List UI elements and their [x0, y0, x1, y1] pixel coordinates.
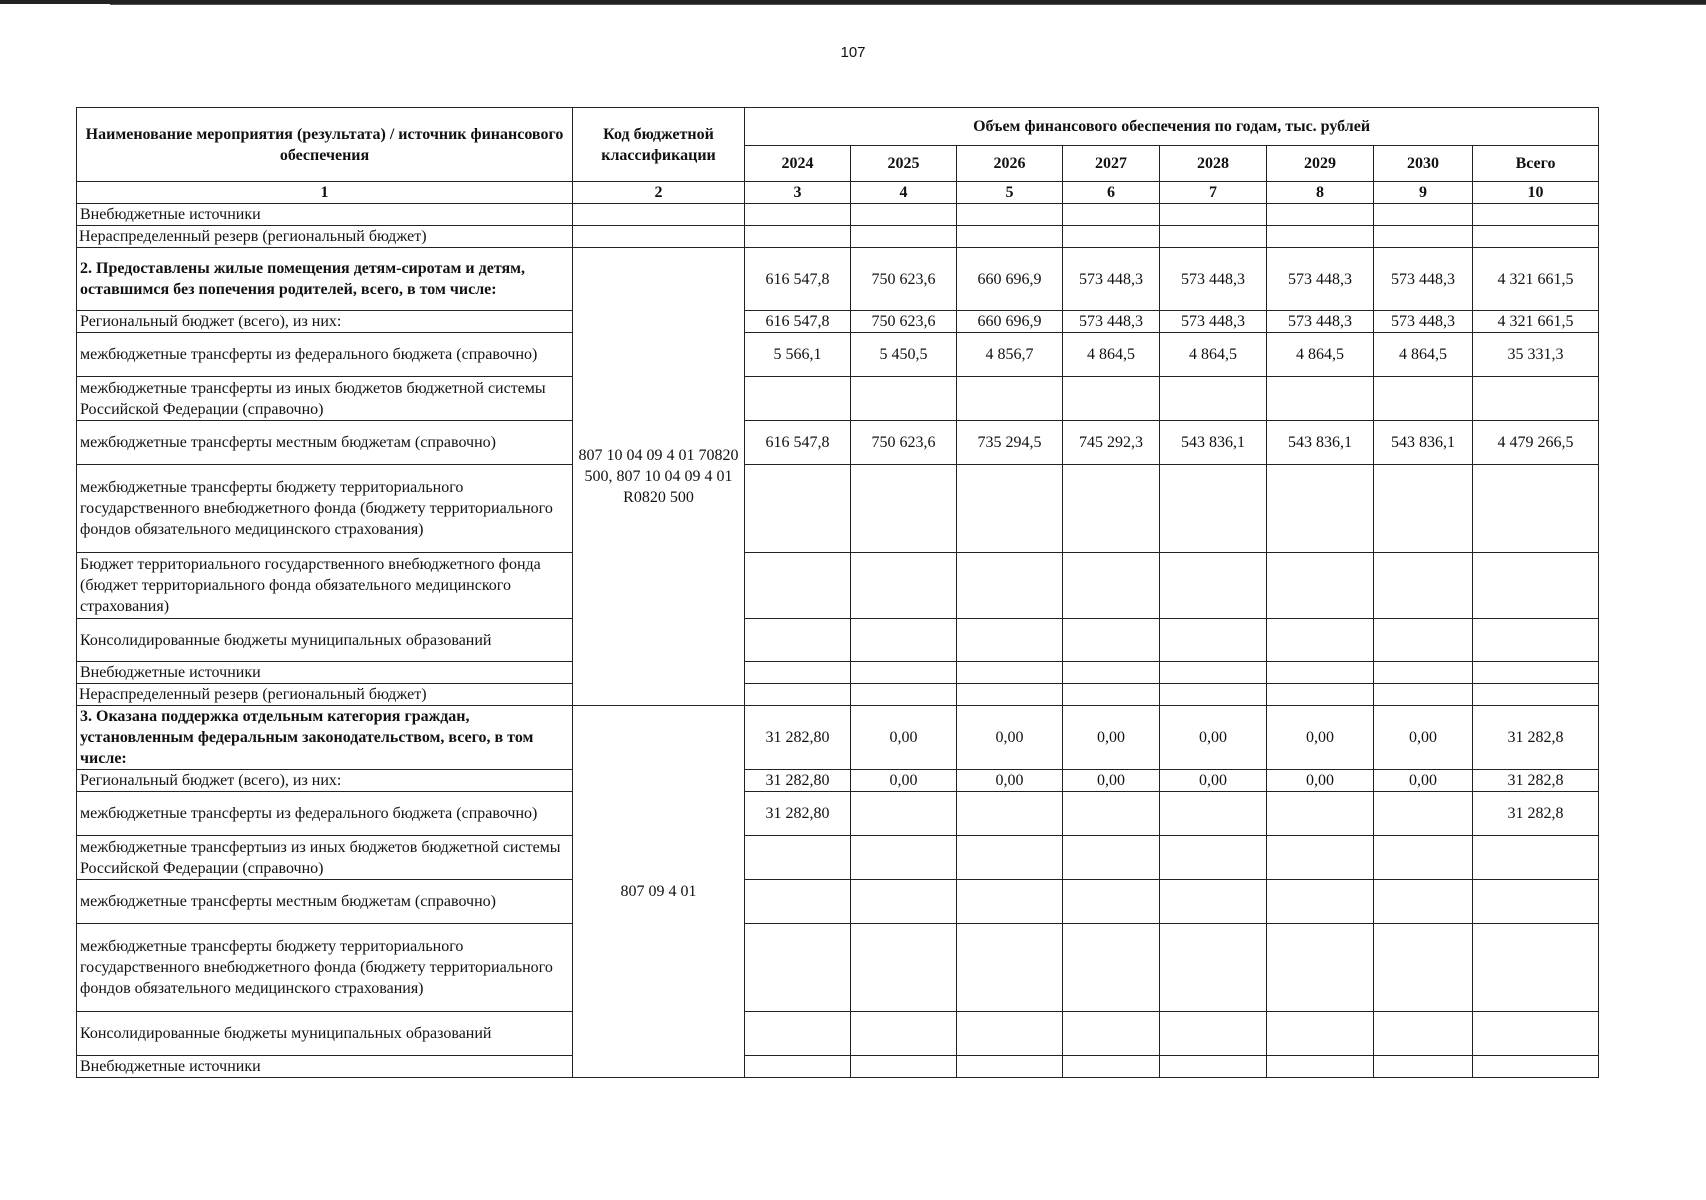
value-cell: 750 623,6: [851, 311, 957, 333]
value-cell: 0,00: [1267, 706, 1374, 770]
value-cell: [851, 924, 957, 1012]
value-cell: [957, 924, 1063, 1012]
header-year: 2028: [1160, 146, 1267, 182]
column-number: 1: [77, 182, 573, 204]
value-cell: 0,00: [851, 706, 957, 770]
value-cell: [745, 619, 851, 662]
value-cell: [745, 226, 851, 248]
value-cell: 660 696,9: [957, 248, 1063, 311]
value-cell: [1160, 553, 1267, 619]
header-year: 2024: [745, 146, 851, 182]
value-cell: [1473, 1056, 1599, 1078]
value-cell: 0,00: [1160, 770, 1267, 792]
row-name: 3. Оказана поддержка отдельным категория граждан, установленным федеральным законодательством, всего, в том числе:: [77, 706, 573, 770]
value-cell: [1063, 553, 1160, 619]
value-cell: [1374, 465, 1473, 553]
row-name: Региональный бюджет (всего), из них:: [77, 770, 573, 792]
value-cell: 543 836,1: [1374, 421, 1473, 465]
value-cell: 660 696,9: [957, 311, 1063, 333]
value-cell: [1160, 662, 1267, 684]
value-cell: [1374, 204, 1473, 226]
code-cell-empty: [573, 204, 745, 226]
value-cell: [1374, 662, 1473, 684]
value-cell: 31 282,8: [1473, 792, 1599, 836]
value-cell: [745, 465, 851, 553]
value-cell: [957, 1056, 1063, 1078]
value-cell: [1160, 1056, 1267, 1078]
value-cell: [1267, 553, 1374, 619]
value-cell: 4 864,5: [1160, 333, 1267, 377]
value-cell: 735 294,5: [957, 421, 1063, 465]
value-cell: [1063, 662, 1160, 684]
value-cell: 750 623,6: [851, 248, 957, 311]
value-cell: [851, 1012, 957, 1056]
value-cell: [1160, 684, 1267, 706]
value-cell: [957, 662, 1063, 684]
value-cell: 573 448,3: [1063, 311, 1160, 333]
value-cell: [1063, 226, 1160, 248]
value-cell: 0,00: [1063, 706, 1160, 770]
value-cell: [1374, 684, 1473, 706]
value-cell: [745, 1012, 851, 1056]
value-cell: [1473, 1012, 1599, 1056]
value-cell: [1374, 792, 1473, 836]
value-cell: [957, 377, 1063, 421]
row-name: Нераспределенный резерв (региональный бюджет): [77, 226, 573, 248]
value-cell: 0,00: [957, 706, 1063, 770]
budget-code: 807 09 4 01: [573, 706, 745, 1078]
column-number: 8: [1267, 182, 1374, 204]
value-cell: [851, 1056, 957, 1078]
value-cell: [1160, 204, 1267, 226]
value-cell: 31 282,8: [1473, 706, 1599, 770]
value-cell: [745, 204, 851, 226]
value-cell: [1473, 684, 1599, 706]
column-number: 9: [1374, 182, 1473, 204]
value-cell: 745 292,3: [1063, 421, 1160, 465]
value-cell: 616 547,8: [745, 421, 851, 465]
value-cell: [1160, 465, 1267, 553]
value-cell: [1473, 553, 1599, 619]
value-cell: [1160, 377, 1267, 421]
value-cell: 4 321 661,5: [1473, 311, 1599, 333]
value-cell: [1473, 836, 1599, 880]
header-volume: Объем финансового обеспечения по годам, тыс. рублей: [745, 108, 1599, 146]
value-cell: [745, 553, 851, 619]
value-cell: [957, 792, 1063, 836]
value-cell: 0,00: [851, 770, 957, 792]
column-number: 2: [573, 182, 745, 204]
row-name: межбюджетные трансферты из федерального бюджета (справочно): [77, 333, 573, 377]
value-cell: 31 282,80: [745, 792, 851, 836]
value-cell: [745, 1056, 851, 1078]
value-cell: [1473, 880, 1599, 924]
value-cell: [1160, 792, 1267, 836]
value-cell: 543 836,1: [1267, 421, 1374, 465]
value-cell: [1160, 226, 1267, 248]
value-cell: [1374, 880, 1473, 924]
value-cell: 573 448,3: [1160, 248, 1267, 311]
value-cell: [745, 836, 851, 880]
row-name: Консолидированные бюджеты муниципальных образований: [77, 1012, 573, 1056]
value-cell: [1063, 924, 1160, 1012]
value-cell: [1063, 880, 1160, 924]
column-number: 5: [957, 182, 1063, 204]
value-cell: [851, 836, 957, 880]
value-cell: 0,00: [1374, 706, 1473, 770]
header-year: 2029: [1267, 146, 1374, 182]
value-cell: [957, 619, 1063, 662]
row-name: Внебюджетные источники: [77, 204, 573, 226]
row-name: Консолидированные бюджеты муниципальных образований: [77, 619, 573, 662]
value-cell: [1063, 1056, 1160, 1078]
value-cell: [957, 684, 1063, 706]
value-cell: [1267, 924, 1374, 1012]
value-cell: [1473, 465, 1599, 553]
value-cell: [1267, 684, 1374, 706]
row-name: межбюджетные трансферты бюджету территориального государственного внебюджетного фонда (бюджету территориального фондов обязательного медицинского страхования): [77, 465, 573, 553]
value-cell: [1063, 792, 1160, 836]
row-name: Внебюджетные источники: [77, 1056, 573, 1078]
value-cell: [1267, 204, 1374, 226]
value-cell: [1267, 226, 1374, 248]
header-total: Всего: [1473, 146, 1599, 182]
column-number: 3: [745, 182, 851, 204]
value-cell: 573 448,3: [1374, 248, 1473, 311]
value-cell: 0,00: [957, 770, 1063, 792]
row-name: межбюджетные трансферты бюджету территориального государственного внебюджетного фонда (бюджету территориального фондов обязательного медицинского страхования): [77, 924, 573, 1012]
value-cell: [957, 204, 1063, 226]
value-cell: [1160, 924, 1267, 1012]
header-year: 2026: [957, 146, 1063, 182]
value-cell: [1267, 880, 1374, 924]
value-cell: [745, 924, 851, 1012]
value-cell: [957, 836, 1063, 880]
value-cell: 573 448,3: [1160, 311, 1267, 333]
value-cell: [851, 662, 957, 684]
value-cell: [1473, 377, 1599, 421]
value-cell: [1374, 553, 1473, 619]
value-cell: [851, 204, 957, 226]
value-cell: [1267, 1056, 1374, 1078]
value-cell: [1267, 465, 1374, 553]
value-cell: 5 450,5: [851, 333, 957, 377]
row-name: межбюджетные трансфертыиз из иных бюджетов бюджетной системы Российской Федерации (справочно): [77, 836, 573, 880]
value-cell: [1063, 465, 1160, 553]
value-cell: [1374, 1056, 1473, 1078]
value-cell: 0,00: [1374, 770, 1473, 792]
row-name: 2. Предоставлены жилые помещения детям-сиротам и детям, оставшимся без попечения родителей, всего, в том числе:: [77, 248, 573, 311]
value-cell: [1374, 377, 1473, 421]
value-cell: [1160, 1012, 1267, 1056]
value-cell: [1063, 684, 1160, 706]
row-name: Внебюджетные источники: [77, 662, 573, 684]
value-cell: [1063, 619, 1160, 662]
value-cell: [851, 377, 957, 421]
row-name: межбюджетные трансферты местным бюджетам (справочно): [77, 880, 573, 924]
value-cell: [1473, 226, 1599, 248]
value-cell: 573 448,3: [1267, 248, 1374, 311]
value-cell: [1267, 662, 1374, 684]
header-year: 2030: [1374, 146, 1473, 182]
value-cell: [957, 880, 1063, 924]
budget-table: [76, 107, 1599, 1078]
value-cell: [1473, 204, 1599, 226]
value-cell: 0,00: [1160, 706, 1267, 770]
header-name: Наименование мероприятия (результата) / источник финансового обеспечения: [77, 108, 573, 182]
value-cell: 573 448,3: [1063, 248, 1160, 311]
value-cell: 5 566,1: [745, 333, 851, 377]
value-cell: 31 282,80: [745, 770, 851, 792]
page-number: 107: [840, 44, 866, 61]
value-cell: 573 448,3: [1267, 311, 1374, 333]
value-cell: [1374, 924, 1473, 1012]
value-cell: [1473, 924, 1599, 1012]
budget-code: 807 10 04 09 4 01 70820 500, 807 10 04 09 4 01 R0820 500: [573, 248, 745, 706]
value-cell: [745, 684, 851, 706]
column-number: 7: [1160, 182, 1267, 204]
value-cell: [745, 662, 851, 684]
row-name: межбюджетные трансферты местным бюджетам (справочно): [77, 421, 573, 465]
value-cell: [1267, 1012, 1374, 1056]
value-cell: [1374, 1012, 1473, 1056]
value-cell: [1160, 619, 1267, 662]
value-cell: 4 864,5: [1374, 333, 1473, 377]
row-name: Нераспределенный резерв (региональный бюджет): [77, 684, 573, 706]
value-cell: [957, 465, 1063, 553]
value-cell: [1063, 377, 1160, 421]
row-name: Бюджет территориального государственного внебюджетного фонда (бюджет территориального фонда обязательного медицинского страхования): [77, 553, 573, 619]
value-cell: 4 479 266,5: [1473, 421, 1599, 465]
value-cell: 4 864,5: [1063, 333, 1160, 377]
value-cell: [1160, 836, 1267, 880]
value-cell: [851, 880, 957, 924]
value-cell: [957, 1012, 1063, 1056]
value-cell: [1267, 619, 1374, 662]
value-cell: 4 321 661,5: [1473, 248, 1599, 311]
value-cell: [851, 226, 957, 248]
value-cell: [1374, 836, 1473, 880]
value-cell: 750 623,6: [851, 421, 957, 465]
top-border-thin: [110, 4, 1706, 5]
value-cell: [851, 619, 957, 662]
column-number: 4: [851, 182, 957, 204]
header-code: Код бюджетной классификации: [573, 108, 745, 182]
value-cell: [957, 553, 1063, 619]
value-cell: 31 282,80: [745, 706, 851, 770]
value-cell: [851, 465, 957, 553]
header-year: 2027: [1063, 146, 1160, 182]
value-cell: [1063, 836, 1160, 880]
value-cell: 4 856,7: [957, 333, 1063, 377]
value-cell: [1267, 792, 1374, 836]
value-cell: 616 547,8: [745, 311, 851, 333]
value-cell: [1374, 226, 1473, 248]
value-cell: 616 547,8: [745, 248, 851, 311]
code-cell-empty: [573, 226, 745, 248]
row-name: межбюджетные трансферты из федерального бюджета (справочно): [77, 792, 573, 836]
value-cell: [1267, 836, 1374, 880]
value-cell: [851, 553, 957, 619]
row-name: Региональный бюджет (всего), из них:: [77, 311, 573, 333]
row-name: межбюджетные трансферты из иных бюджетов бюджетной системы Российской Федерации (справочно): [77, 377, 573, 421]
value-cell: [1374, 619, 1473, 662]
column-number: 10: [1473, 182, 1599, 204]
value-cell: 0,00: [1267, 770, 1374, 792]
value-cell: [1063, 1012, 1160, 1056]
value-cell: 4 864,5: [1267, 333, 1374, 377]
value-cell: 573 448,3: [1374, 311, 1473, 333]
value-cell: [1063, 204, 1160, 226]
value-cell: 31 282,8: [1473, 770, 1599, 792]
value-cell: [851, 684, 957, 706]
header-year: 2025: [851, 146, 957, 182]
value-cell: [957, 226, 1063, 248]
value-cell: [1267, 377, 1374, 421]
value-cell: [1473, 619, 1599, 662]
value-cell: [1160, 880, 1267, 924]
value-cell: 543 836,1: [1160, 421, 1267, 465]
value-cell: 0,00: [1063, 770, 1160, 792]
value-cell: [1473, 662, 1599, 684]
column-number: 6: [1063, 182, 1160, 204]
value-cell: 35 331,3: [1473, 333, 1599, 377]
value-cell: [851, 792, 957, 836]
value-cell: [745, 880, 851, 924]
value-cell: [745, 377, 851, 421]
